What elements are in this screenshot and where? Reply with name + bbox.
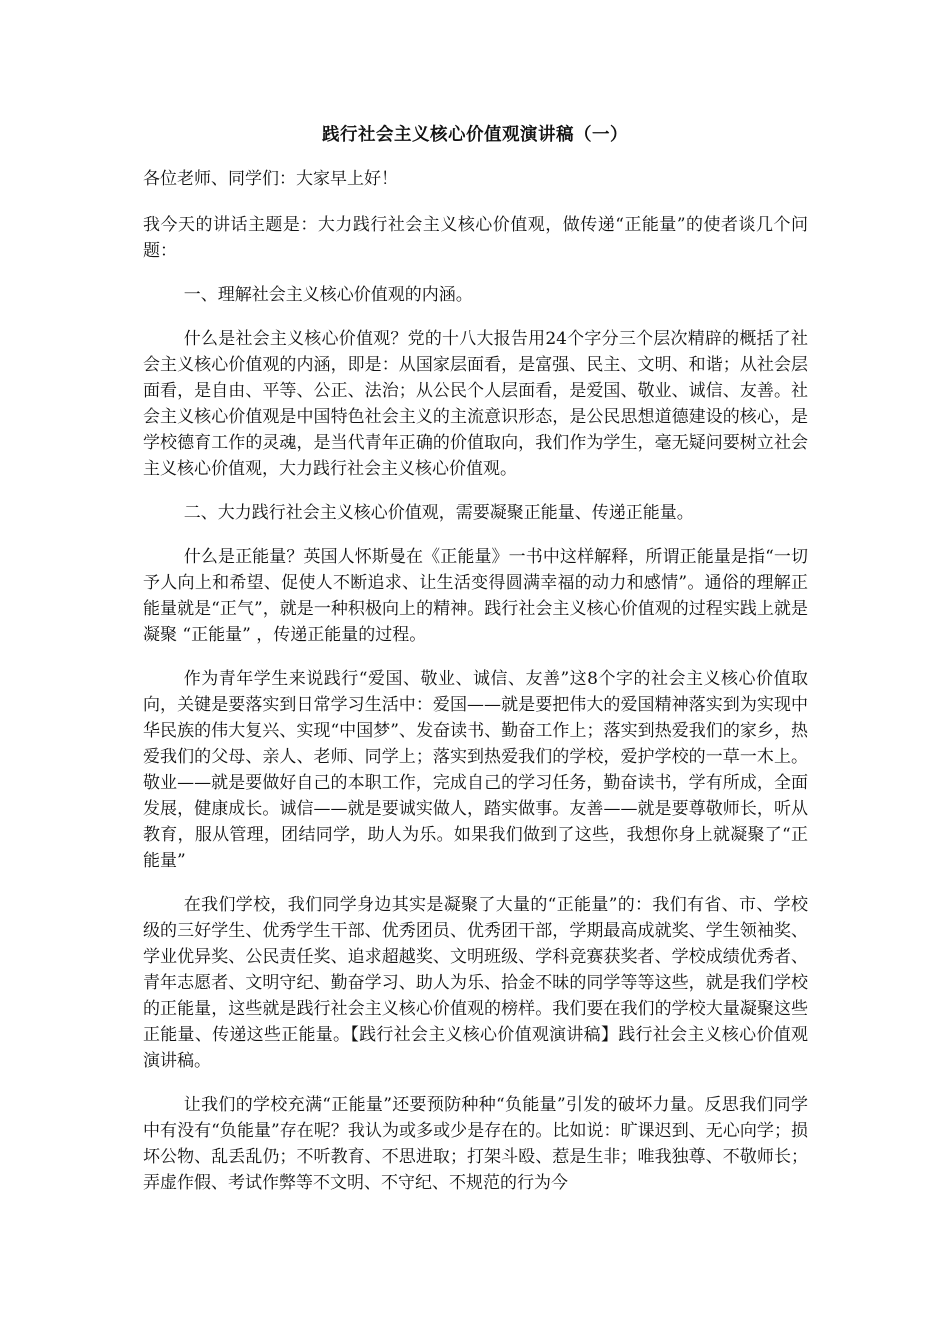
body-paragraph: 作为青年学生来说践行“爱国、敬业、诚信、友善”这8个字的社会主义核心价值取向，关键是要落实到日常学习生活中：爱国——就是要把伟大的爱国精神落实到为实现中华民族的伟大复兴、实现“中国梦”、发奋读书、勤奋工作上；落实到热爱我们的家乡，热爱我们的父母、亲人、老师、同学上；落实到热爱我们的学校，爱护学校的一草一木上。敬业——就是要做好自己的本职工作，完成自己的学习任务，勤奋读书，学有所成，全面发展，健康成长。诚信——就是要诚实做人，踏实做事。友善——就是要尊敬师长，听从教育，服从管理，团结同学，助人为乐。如果我们做到了这些，我想你身上就凝聚了“正能量” <box>143 669 808 871</box>
greeting-paragraph: 各位老师、同学们：大家早上好！ <box>143 169 398 189</box>
body-paragraph: 在我们学校，我们同学身边其实是凝聚了大量的“正能量”的：我们有省、市、学校级的三好学生、优秀学生干部、优秀团员、优秀团干部，学期最高成就奖、学生领袖奖、学业优异奖、公民责任奖、追求超越奖、文明班级、学科竞赛获奖者、学校成绩优秀者、青年志愿者、文明守纪、勤奋学习、助人为乐、拾金不昧的同学等等这些，就是我们学校的正能量，这些就是践行社会主义核心价值观的榜样。我们要在我们的学校大量凝聚这些正能量、传递这些正能量。【践行社会主义核心价值观演讲稿】践行社会主义核心价值观演讲稿。 <box>143 895 808 1071</box>
body-paragraph: 什么是正能量？英国人怀斯曼在《正能量》一书中这样解释，所谓正能量是指“一切予人向上和希望、促使人不断追求、让生活变得圆满幸福的动力和感情”。通俗的理解正能量就是“正气”，就是一种积极向上的精神。践行社会主义核心价值观的过程实践上就是凝聚 “正能量” ，传递正能量的过程。 <box>143 547 808 645</box>
document-title: 践行社会主义核心价值观演讲稿（一） <box>322 125 628 145</box>
body-paragraph: 让我们的学校充满“正能量”还要预防种种“负能量”引发的破坏力量。反思我们同学中有没有“负能量”存在呢？我认为或多或少是存在的。比如说：旷课迟到、无心向学；损坏公物、乱丢乱仍；不听教育、不思进取；打架斗殴、惹是生非；唯我独尊、不敬师长；弄虚作假、考试作弊等不文明、不守纪、不规范的行为今 <box>143 1095 808 1193</box>
section-heading-2: 二、大力践行社会主义核心价值观，需要凝聚正能量、传递正能量。 <box>183 503 694 523</box>
section-heading-1: 一、理解社会主义核心价值观的内涵。 <box>183 285 473 305</box>
body-paragraph: 什么是社会主义核心价值观？党的十八大报告用24个字分三个层次精辟的概括了社会主义核心价值观的内涵，即是：从国家层面看，是富强、民主、文明、和谐；从社会层面看，是自由、平等、公正、法治；从公民个人层面看，是爱国、敬业、诚信、友善。社会主义核心价值观是中国特色社会主义的主流意识形态，是公民思想道德建设的核心，是学校德育工作的灵魂，是当代青年正确的价值取向，我们作为学生，毫无疑问要树立社会主义核心价值观，大力践行社会主义核心价值观。 <box>143 329 808 479</box>
topic-paragraph: 我今天的讲话主题是：大力践行社会主义核心价值观，做传递“正能量”的使者谈几个问题： <box>143 215 808 261</box>
document-body <box>143 166 808 1214</box>
